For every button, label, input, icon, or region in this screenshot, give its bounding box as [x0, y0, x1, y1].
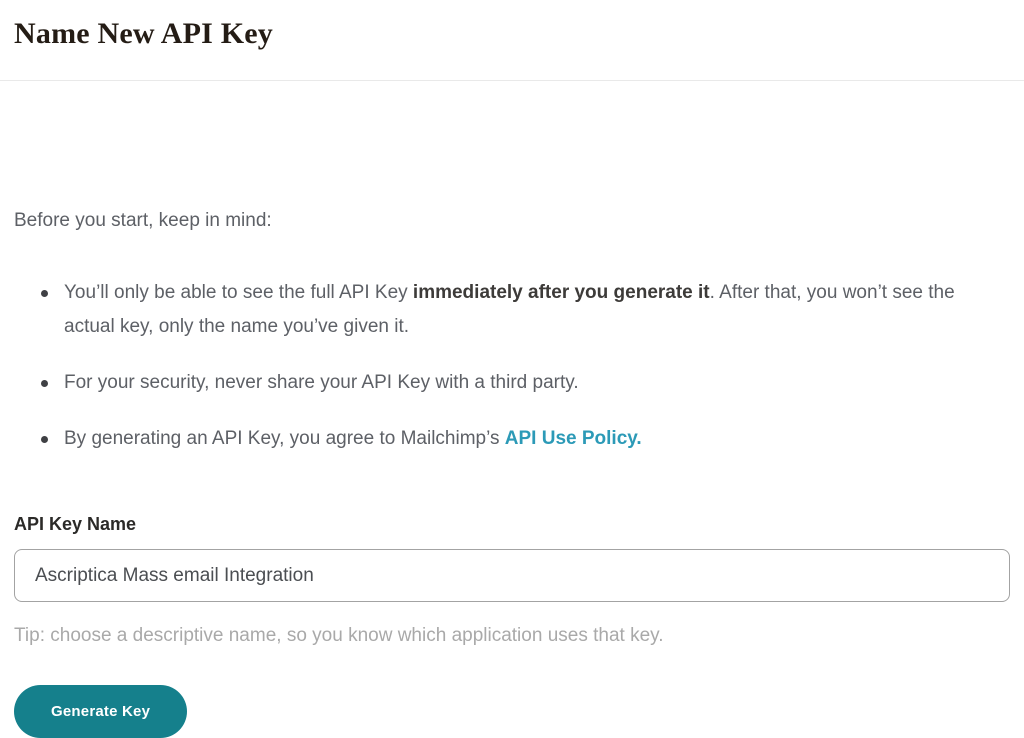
note2-text: For your security, never share your API Key with a third party. — [64, 372, 579, 393]
api-key-name-input[interactable] — [14, 549, 1010, 602]
notes-list — [14, 276, 1010, 456]
generate-key-button[interactable]: Generate Key — [14, 685, 187, 738]
api-use-policy-link[interactable]: API Use Policy. — [504, 428, 642, 449]
note1-post-text: . After that, you won’t see the actual key, only the name you’ve given it. — [64, 282, 955, 337]
list-item — [64, 366, 1010, 400]
note3-pre-text: By generating an API Key, you agree to Mailchimp’s — [64, 428, 505, 449]
page-header — [0, 0, 1024, 81]
tip-text: Tip: choose a descriptive name, so you know which application uses that key. — [14, 625, 664, 646]
list-item — [64, 422, 1010, 456]
note1-pre-text: You’ll only be able to see the full API Key — [64, 282, 413, 303]
api-key-name-label: API Key Name — [14, 514, 137, 534]
main-content — [0, 207, 1024, 738]
intro-text: Before you start, keep in mind: — [14, 210, 272, 231]
note1-bold-text: immediately after you generate it — [412, 282, 710, 303]
page-title: Name New API Key — [14, 17, 273, 50]
list-item — [64, 276, 1010, 344]
